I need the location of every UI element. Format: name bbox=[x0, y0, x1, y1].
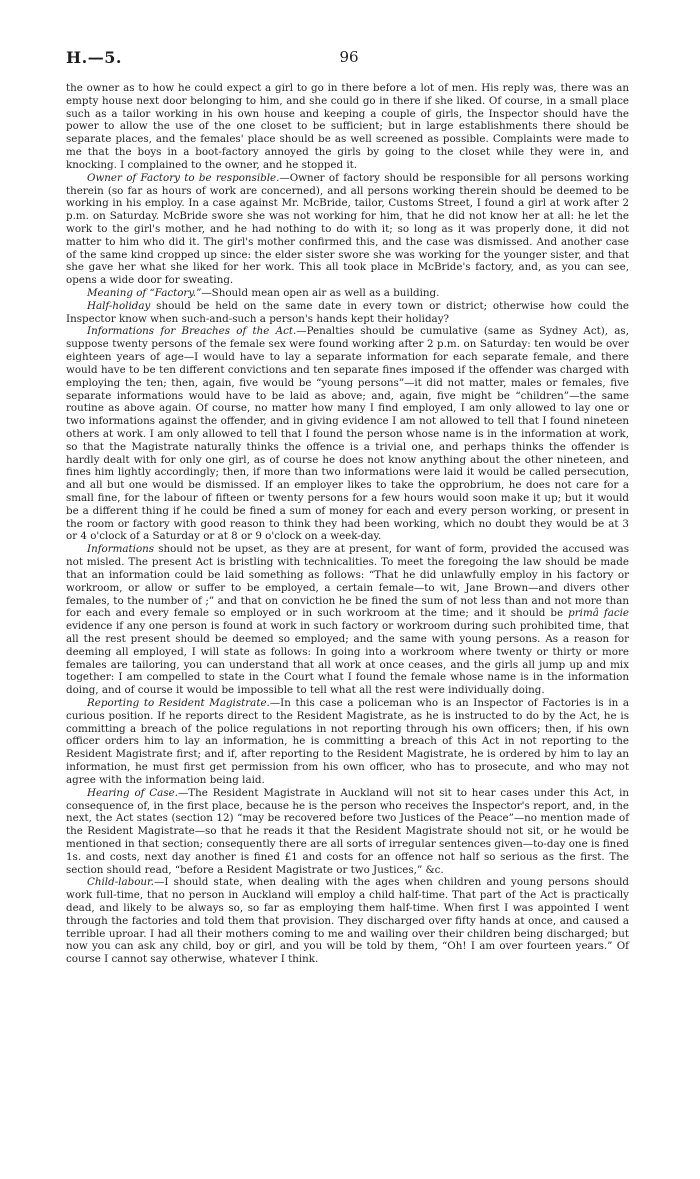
paragraph-informations bbox=[66, 543, 629, 697]
paragraph-text: should not be upset, as they are at present, for want of form, provided the accused was not misled. The present Act is bristling with technicalities. To meet the foregoing the law should be made that an information could be laid something as follows: “That he did unlawfully employ in his factory or workroom, or allow or suffer to be employed, a certain female—to wit, Jane Brown—and divers other females, to the number of ;” and that on conviction he be fined the sum of not less than and not more than for each and every female so employed or in such workroom at the time; and it should be bbox=[66, 543, 629, 620]
paragraph-text: the owner as to how he could expect a girl to go in there before a lot of men. His reply was, there was an empty house next door belonging to him, and she could go in there if she liked. Of course, in a small place such as a tailor working in his own house and keeping a couple of girls, the Inspector should have the power to allow the use of the one closet to be sufficient; but in large establishments there should be separate places, and the females' place should be as well screened as possible. Complaints were made to me that the boys in a boot-factory annoyed the girls by going to the closet while they were in, and knocking. I complained to the owner, and he stopped it. bbox=[66, 82, 629, 171]
paragraph-heading: Informations bbox=[87, 543, 155, 556]
paragraph-continuation bbox=[66, 82, 629, 172]
paragraph-text: evidence if any one person is found at work in such factory or workroom during such prohibited time, that all the rest present should be deemed so employed; and the same with young persons. As a reason for deeming all employed, I will state as follows: In going into a workroom where twenty or thirty or more females are tailoring, you can understand that all work at once ceases, and the girls all jump up and mix together: I am compelled to state in the Court what I found the female whose name is in the information doing, and of course it would be impossible to tell what all the rest were individually doing. bbox=[66, 620, 629, 697]
paragraph-text: —Owner of factory should be responsible for all persons working therein (so far as hours of work are concerned), and all persons working therein should be deemed to be working in his employ. In a case against Mr. McBride, tailor, Customs Street, I found a girl at work after 2 p.m. on Saturday. McBride swore she was not working for him, that he did not know her at all: he let the work to the girl's mother, and he had nothing to do with it; so long as it was properly done, it did not matter to him who did it. The girl's mother confirmed this, and the case was dismissed. And another case of the same kind cropped up since: the elder sister swore she was working for the younger sister, and that she gave her what she liked for her work. This all took place in McBride's factory, and, as you can see, opens a wide door for sweating. bbox=[66, 171, 629, 287]
paragraph-heading: Informations for Breaches of the Act. bbox=[87, 325, 297, 338]
paragraph-heading: Meaning of “Factory.” bbox=[87, 287, 202, 299]
document-reference: H.—5. bbox=[66, 48, 122, 67]
paragraph-heading: Owner of Factory to be responsible. bbox=[87, 171, 280, 184]
paragraph-half-holiday bbox=[66, 300, 629, 326]
paragraph-hearing-of-case bbox=[66, 787, 629, 877]
paragraph-meaning-of-factory bbox=[66, 287, 629, 300]
page-header bbox=[66, 48, 632, 68]
paragraph-heading: Half-holiday bbox=[87, 299, 151, 312]
paragraph-text: —Should mean open air as well as a building. bbox=[201, 287, 440, 299]
page-number: 96 bbox=[339, 48, 359, 66]
paragraph-informations-breaches bbox=[66, 325, 629, 543]
paragraph-heading: Reporting to Resident Magistrate. bbox=[87, 697, 270, 709]
paragraph-text: should be held on the same date in every town or district; otherwise how could the Inspector know when such-and-such a person's hands kept their holiday? bbox=[66, 299, 629, 325]
paragraph-child-labour bbox=[66, 876, 629, 966]
prima-facie-term: primâ facie bbox=[568, 607, 629, 620]
document-body bbox=[66, 82, 629, 966]
paragraph-owner-responsible bbox=[66, 172, 629, 287]
paragraph-heading: Child-labour. bbox=[87, 876, 155, 889]
paragraph-heading: Hearing of Case. bbox=[87, 786, 178, 799]
paragraph-text: —The Resident Magistrate in Auckland will not sit to hear cases under this Act, in consequence of, in the first place, because he is the person who receives the Inspector's report, and, in the next, the Act states (section 12) “may be recovered before two Justices of the Peace”—no mention made of the Resident Magistrate—so that he reads it that the Resident Magistrate should not sit, or he would be mentioned in that section; consequently there are all sorts of irregular sentences given—to-day one is fined 1s. and costs, next day another is fined £1 and costs for an offence not half so serious as the first. The section should read, “before a Resident Magistrate or two Justices,” &c. bbox=[66, 786, 629, 876]
paragraph-text: —Penalties should be cumulative (same as Sydney Act), as, suppose twenty persons of the female sex were found working after 2 p.m. on Saturday: ten would be over eighteen years of age—I would have to lay a separate information for each separate female, and there would have to be ten different convictions and ten separate fines imposed if the offender was charged with employing the ten; then, again, five would be “young persons”—it did not matter, males or females, five separate informations would have to be laid as above; and, again, five might be “children”—the same routine as above again. Of course, no matter how many I find employed, I am only allowed to lay one or two informations against the offender, and in giving evidence I am not allowed to tell that I found nineteen others at work. I am only allowed to tell that I found the person whose name is in the information at work, so that the Magistrate naturally thinks the offence is a trivial one, and perhaps thinks the offender is hardly dealt with for only one girl, as of course he does not know anything about the other nineteen, and fines him lightly accordingly; then, if more than two informations were laid it would be called persecution, and all but one would be dismissed. If an employer likes to take the opprobrium, he does not care for a small fine, for the labour of fifteen or twenty persons for a few hours would soon make it up; but it would be a different thing if he could be fined a sum of money for each and every person working, or present in the room or factory with good reason to think they had been working, which no doubt they would be at 3 or 4 o'clock of a Saturday or at 8 or 9 o'clock on a week-day. bbox=[66, 325, 629, 543]
paragraph-text: —In this case a policeman who is an Inspector of Factories is in a curious position. If he reports direct to the Resident Magistrate, as he is instructed to do by the Act, he is committing a breach of the police regulations in not reporting through his own officers; then, if his own officer orders him to lay an information, he is committing a breach of this Act in not reporting to the Resident Magistrate first; and if, after reporting to the Resident Magistrate, he is ordered by him to lay an information, he must first get permission from his own officer, who has to prosecute, and who may not agree with the information being laid. bbox=[66, 697, 629, 786]
paragraph-reporting-magistrate bbox=[66, 697, 629, 787]
paragraph-text: —I should state, when dealing with the ages when children and young persons should work full-time, that no person in Auckland will employ a child half-time. That part of the Act is practically dead, and likely to be always so, so far as employing them half-time. When first I was appointed I went through the factories and told them that provision. They discharged over fifty hands at once, and caused a terrible uproar. I had all their mothers coming to me and wailing over their children being discharged; but now you can ask any child, boy or girl, and you will be told by them, “Oh! I am over fourteen years.” Of course I cannot say otherwise, whatever I think. bbox=[66, 876, 629, 966]
